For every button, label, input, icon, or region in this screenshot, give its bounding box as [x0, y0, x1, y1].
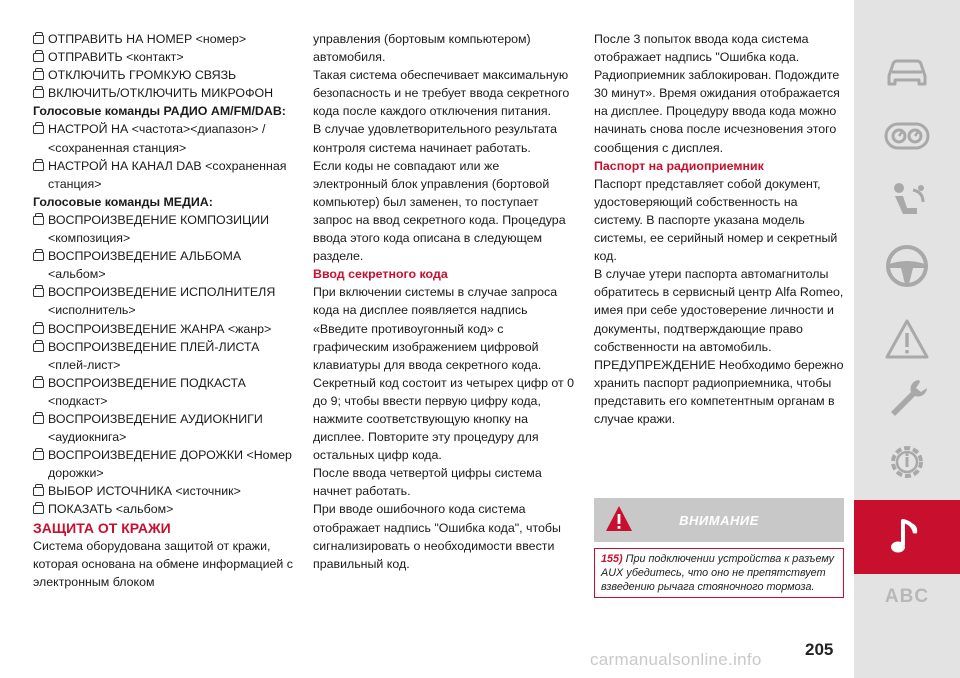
phone-icon	[33, 288, 44, 297]
warning-note	[594, 548, 844, 598]
command-text: ВКЛЮЧИТЬ/ОТКЛЮЧИТЬ МИКРОФОН	[48, 86, 274, 101]
warning-title: ВНИМАНИЕ	[679, 512, 759, 528]
phone-icon	[33, 162, 44, 171]
command-text: ВОСПРОИЗВЕДЕНИЕ ДОРОЖКИ <Номер дорожки>	[48, 448, 292, 481]
paragraph: После ввода четвертой цифры система начнет работать.	[313, 466, 542, 499]
phone-icon	[33, 505, 44, 514]
column-3	[594, 30, 846, 428]
command-text: ОТПРАВИТЬ <контакт>	[48, 50, 184, 65]
chapter-sidebar	[854, 0, 960, 678]
paragraph: Такая система обеспечивает максимальную безопасность и не требует ввода секретного кода после каждого отключения питания.	[313, 68, 570, 119]
command-line	[33, 247, 293, 283]
command-line	[33, 48, 293, 66]
phone-icon	[33, 487, 44, 496]
media-commands-heading: Голосовые команды МЕДИА:	[33, 194, 213, 209]
steering-wheel-icon	[883, 242, 931, 290]
phone-icon	[33, 325, 44, 334]
music-note-icon	[883, 513, 931, 561]
phone-icon	[33, 53, 44, 62]
radio-commands-heading: Голосовые команды РАДИО AM/FM/DAB:	[33, 104, 286, 119]
phone-icon	[33, 379, 44, 388]
warning-number: 155)	[601, 553, 623, 565]
command-line	[33, 211, 293, 247]
command-line	[33, 120, 293, 156]
paragraph: ПРЕДУПРЕЖДЕНИЕ Необходимо бережно хранить паспорт радиоприемника, чтобы представить его компетентным органам в случае кражи.	[594, 357, 844, 426]
command-text: ВОСПРОИЗВЕДЕНИЕ ПОДКАСТА <подкаст>	[48, 375, 246, 408]
command-text: ОТКЛЮЧИТЬ ГРОМКУЮ СВЯЗЬ	[48, 68, 237, 83]
radio-passport-heading: Паспорт на радиоприемник	[594, 158, 764, 173]
warning-text: При подключении устройства к разъему AUX убедитесь, что оно не препятствует взведению рычага стояночного тормоза.	[601, 553, 835, 593]
phone-icon	[33, 216, 44, 225]
paragraph: Паспорт представляет собой документ, удостоверяющий собственность на систему. В паспорте указана модель системы, ее серийный номер и секретный код.	[594, 176, 838, 264]
sidebar-item-multimedia[interactable]	[854, 500, 960, 574]
phone-icon	[33, 252, 44, 261]
command-text: ВОСПРОИЗВЕДЕНИЕ АЛЬБОМА <альбом>	[48, 249, 242, 282]
page-number: 205	[805, 640, 834, 659]
settings-gear-icon	[883, 438, 931, 486]
command-line	[33, 446, 293, 482]
code-entry-heading: Ввод секретного кода	[313, 267, 448, 282]
phone-icon	[33, 343, 44, 352]
phone-icon	[33, 451, 44, 460]
paragraph: После 3 попыток ввода кода система отображает надпись "Ошибка кода. Радиоприемник заблокирован. Подождите 30 минут». Время ожидания отображается на дисплее. Процедуру ввода кода можно начинать снова после исчезновения этого сообщения с дисплея.	[594, 32, 840, 155]
seat-airbag-icon	[883, 178, 931, 226]
phone-icon	[33, 125, 44, 134]
dashboard-gauges-icon	[883, 112, 931, 160]
phone-icon	[33, 71, 44, 80]
command-line	[33, 283, 293, 319]
warning-triangle-icon	[883, 316, 931, 364]
command-text: ОТПРАВИТЬ НА НОМЕР <номер>	[48, 32, 247, 46]
command-text: ВОСПРОИЗВЕДЕНИЕ ПЛЕЙ-ЛИСТА <плей-лист>	[48, 339, 260, 372]
paragraph: Если коды не совпадают или же электронный блок управления (бортовой компьютер) был заменен, то поступает запрос на ввод секретного кода. Процедура ввода этого кода описана в следующем разделе.	[313, 158, 566, 264]
sidebar-item-index[interactable]: ABC	[884, 586, 930, 607]
column-1	[33, 30, 293, 591]
sidebar-item-driving[interactable]	[854, 228, 960, 304]
sidebar-item-specs[interactable]	[854, 424, 960, 500]
sidebar-item-dashboard[interactable]	[854, 98, 960, 174]
command-text: ВОСПРОИЗВЕДЕНИЕ ИСПОЛНИТЕЛЯ <исполнитель>	[48, 285, 276, 318]
theft-protection-text: Система оборудована защитой от кражи, которая основана на обмене информацией с электронным блоком	[33, 538, 293, 589]
sidebar-item-car[interactable]	[854, 32, 960, 108]
phone-icon	[33, 35, 44, 44]
command-text: ВОСПРОИЗВЕДЕНИЕ КОМПОЗИЦИИ <композиция>	[48, 212, 270, 246]
warning-header	[594, 498, 844, 542]
phone-icon	[33, 415, 44, 424]
command-text: ПОКАЗАТЬ <альбом>	[48, 502, 174, 517]
wrench-icon	[883, 374, 931, 422]
command-line	[33, 84, 293, 102]
warning-triangle-icon	[604, 504, 634, 534]
command-line	[33, 338, 293, 374]
command-line	[33, 374, 293, 410]
command-line	[33, 482, 293, 500]
paragraph: Секретный код состоит из четырех цифр от 0 до 9; чтобы ввести первую цифру кода, нажмите соответствующую кнопку на дисплее. Повторите эту процедуру для остальных цифр кода.	[313, 375, 575, 463]
command-line	[33, 500, 293, 518]
command-text: НАСТРОЙ НА <частота><диапазон> / <сохраненная станция>	[48, 122, 266, 155]
paragraph: При вводе ошибочного кода система отображает надпись "Ошибка кода", чтобы сигнализировать о необходимости ввести правильный код.	[313, 502, 561, 571]
paragraph: В случае удовлетворительного результата контроля система начинает работать.	[313, 122, 558, 155]
command-text: ВОСПРОИЗВЕДЕНИЕ ЖАНРА <жанр>	[48, 321, 272, 336]
command-line	[33, 157, 293, 193]
watermark: carmanualsonline.info	[590, 650, 762, 669]
command-text: ВЫБОР ИСТОЧНИКА <источник>	[48, 484, 241, 499]
command-line	[33, 66, 293, 84]
command-line	[33, 30, 293, 48]
warning-box	[594, 498, 844, 610]
column-2	[313, 30, 575, 573]
theft-protection-heading: ЗАЩИТА ОТ КРАЖИ	[33, 519, 171, 536]
paragraph: В случае утери паспорта автомагнитолы обратитесь в сервисный центр Alfa Romeo, имея при себе удостоверение личности и документы, подтверждающие право собственности на автомобиль.	[594, 267, 844, 354]
command-line	[33, 320, 293, 338]
command-text: НАСТРОЙ НА КАНАЛ DAB <сохраненная станция>	[48, 158, 287, 191]
command-text: ВОСПРОИЗВЕДЕНИЕ АУДИОКНИГИ <аудиокнига>	[48, 411, 263, 445]
car-icon	[883, 46, 931, 94]
phone-icon	[33, 89, 44, 98]
paragraph: При включении системы в случае запроса кода на дисплее появляется надпись «Введите противоугонный код» с графическим изображением цифровой клавиатуры для ввода секретного кода.	[313, 285, 558, 372]
paragraph: управления (бортовым компьютером) автомобиля.	[313, 32, 531, 65]
command-line	[33, 410, 293, 446]
